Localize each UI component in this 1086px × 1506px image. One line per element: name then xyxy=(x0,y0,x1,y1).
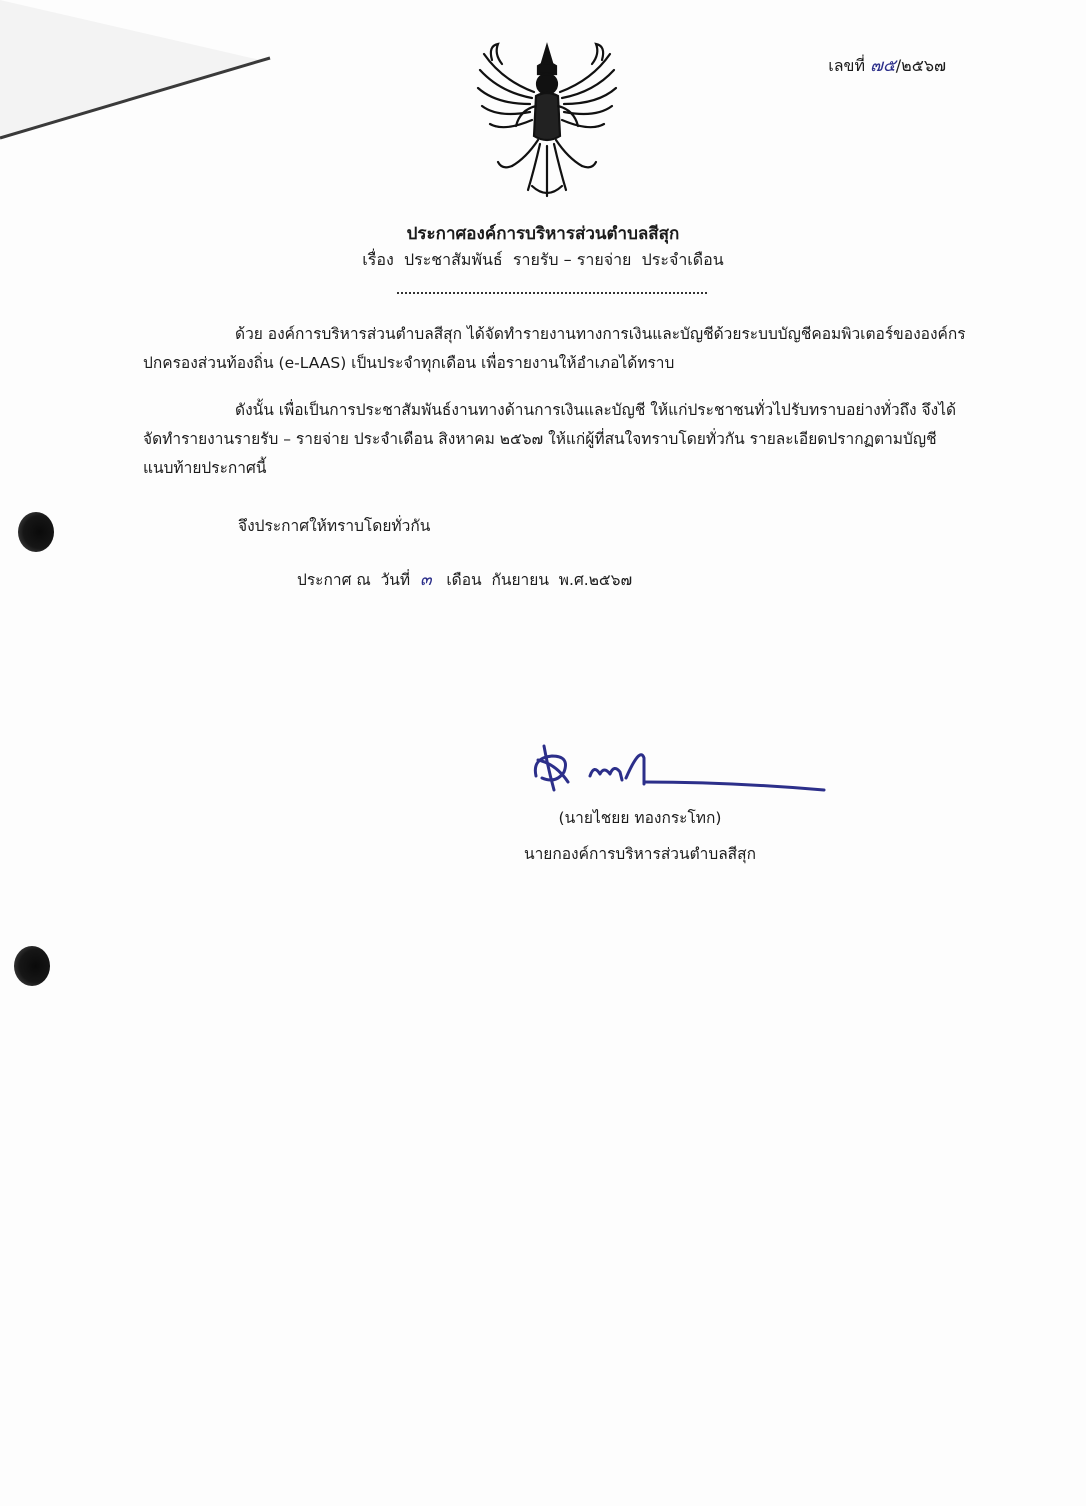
date-suffix: เดือน กันยายน พ.ศ.๒๕๖๗ xyxy=(446,571,633,589)
date-prefix: ประกาศ ณ วันที่ xyxy=(297,571,411,589)
document-number-handwritten: ๗๕ xyxy=(870,56,896,76)
announcement-title: ประกาศองค์การบริหารส่วนตำบลสีสุก xyxy=(406,224,680,244)
document-number-year: /๒๕๖๗ xyxy=(895,56,946,75)
garuda-emblem xyxy=(472,40,622,202)
announcement-subject: เรื่อง ประชาสัมพันธ์ รายรับ – รายจ่าย ประจำเดือน xyxy=(362,250,724,269)
paragraph-1-text: ด้วย องค์การบริหารส่วนตำบลสีสุก ได้จัดทำรายงานทางการเงินและบัญชีด้วยระบบบัญชีคอมพิวเตอร์ขององค์กรปกครองส่วนท้องถิ่น (e-LAAS) เป็นประจำทุกเดือน เพื่อรายงานให้อำเภอได้ทราบ xyxy=(143,325,966,372)
signer-name: (นายไชยย ทองกระโทก) xyxy=(558,809,722,827)
date-day-handwritten: ๓ xyxy=(419,570,432,590)
paragraph-1 xyxy=(143,320,966,378)
punch-hole-bottom xyxy=(14,946,50,986)
punch-hole-top xyxy=(18,512,54,552)
document-number-label: เลขที่ xyxy=(828,56,866,75)
dotted-divider xyxy=(397,284,707,294)
document-number xyxy=(828,52,946,79)
announcement-date xyxy=(297,566,632,593)
paragraph-2-text: ดังนั้น เพื่อเป็นการประชาสัมพันธ์งานทางด้านการเงินและบัญชี ให้แก่ประชาชนทั่วไปรับทราบอย่างทั่วถึง จึงได้จัดทำรายงานรายรับ – รายจ่าย ประจำเดือน สิงหาคม ๒๕๖๗ ให้แก่ผู้ที่สนใจทราบโดยทั่วกัน รายละเอียดปรากฏตามบัญชีแนบท้ายประกาศนี้ xyxy=(143,401,957,477)
handwritten-signature xyxy=(530,738,830,798)
signer-position: นายกองค์การบริหารส่วนตำบลสีสุก xyxy=(523,845,756,863)
paragraph-2 xyxy=(143,396,966,483)
declaration: จึงประกาศให้ทราบโดยทั่วกัน xyxy=(238,517,431,535)
